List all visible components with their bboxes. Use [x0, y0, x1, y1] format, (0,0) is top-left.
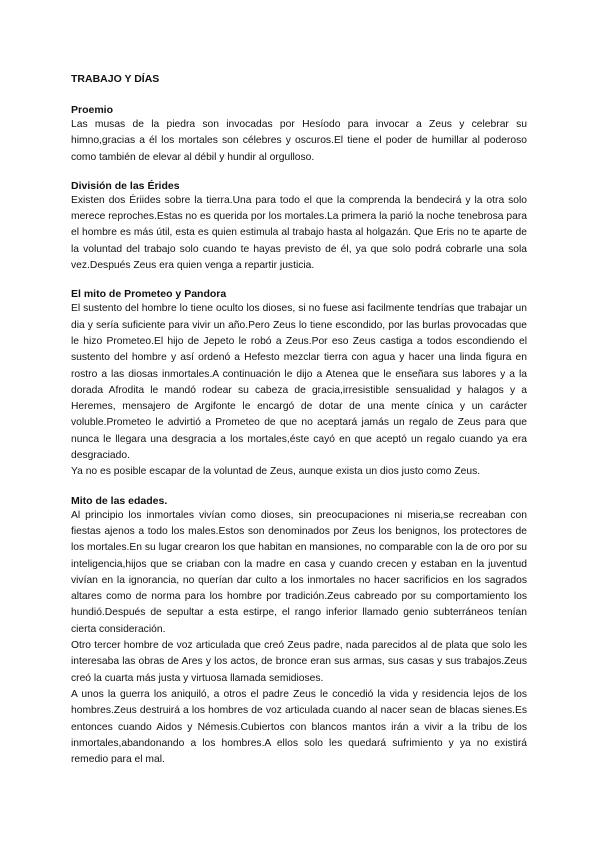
paragraph: Al principio los inmortales vivían como dioses, sin preocupaciones ni miseria,se recreaban con fiestas ajenos a todo los males.Estos son denominados por Zeus los benignos, los protectores de los mortales.En su lugar crearon los que habitan en mansiones, no comparable con la de oro por su inteligencia,hijos que se criaban con la madre en casa y cuando crecen y estaban en la juventud vivían en la ignorancia, no querían dar culto a los inmortales no hacer sacrificios en los sagrados altares como de norma para los hombre por tradición.Zeus cabreado por su comportamiento los hundió.Después de sepultar a esta estirpe, el rango inferior llamado genio subterráneos tenían cierta consideración.: [71, 509, 527, 635]
paragraph: A unos la guerra los aniquiló, a otros el padre Zeus le concedió la vida y residencia lejos de los hombres.Zeus destruirá a los hombres de voz articulada cuando al nacer sean de blacas sienes.Es entonces cuando Aidos y Némesis.Cubiertos con blancos mantos irán a vivir a la tribu de los inmortales,abandonando a los hombres.A ellos solo les quedará sufrimiento y ya no existirá remedio para el mal.: [71, 688, 527, 766]
paragraph: Las musas de la piedra son invocadas por Hesíodo para invocar a Zeus y celebrar su himno,gracias a él los mortales son célebres y oscuros.El tiene el poder de humillar al poderoso como también de elevar al débil y hundir al orgulloso.: [71, 119, 527, 163]
paragraph: Ya no es posible escapar de la voluntad de Zeus, aunque exista un dios justo como Zeus.: [71, 466, 481, 478]
paragraph: Existen dos Ériides sobre la tierra.Una para todo el que la comprenda la bendecirá y la otra solo merece reproches.Estas no es querida por los mortales.La primera la parió la noche tenebrosa para el hombre es más útil, esta es quien estimula al trabajo hasta al holgazán. Que Eris no te aparte de la voluntad del trabajo solo cuando te hayas previsto de él, ya que solo podrá cobrarle una sola vez.Después Zeus era quien venga a repartir justicia.: [71, 194, 527, 272]
document-title: TRABAJO Y DÍAS: [71, 73, 160, 85]
document-page: [71, 72, 527, 781]
section-mito-edades: [71, 494, 527, 769]
section-proemio: [71, 103, 527, 166]
section-division-erides: [71, 179, 527, 274]
paragraph: El sustento del hombre lo tiene oculto los dioses, si no fuese asi facilmente tendrías que trabajar un dia y sería suficiente para vivir un año.Pero Zeus lo tiene escondido, por las burlas provocadas que le hizo Prometeo.El hijo de Jepeto le robó a Zeus.Por eso Zeus castiga a todos escondiendo el sustento del hombre y así ordenó a Hefesto mezclar tierra con agua y hacer una linda figura en rostro a las diosas inmortales.A continuación le dijo a Atenea que le enseñara sus labores y a la dorada Afrodita le mandó rodear su cabeza de gracia,irresistible sensualidad y halagos y a Heremes, mensajero de Argifonte le encargó de dotar de una mente cínica y un carácter voluble.Prometeo le advirtió a Prometeo de que no aceptará jamás un regalo de Zeus para que nunca le llegara una desgracia a los mortales,éste cayó en que aceptó un regalo cuando ya era desgraciado.: [71, 303, 527, 462]
section-heading: El mito de Prometeo y Pandora: [71, 288, 227, 301]
section-prometeo-pandora: [71, 287, 527, 480]
section-heading: Mito de las edades.: [71, 494, 168, 507]
section-heading: División de las Érides: [71, 179, 180, 192]
paragraph: Otro tercer hombre de voz articulada que creó Zeus padre, nada parecidos al de plata que solo les interesaba las obras de Ares y los actos, de bronce eran sus armas, sus casas y sus trabajos.Zeus creó la cuarta más justa y virtuosa llamada semidioses.: [71, 640, 527, 684]
section-heading: Proemio: [71, 104, 114, 116]
